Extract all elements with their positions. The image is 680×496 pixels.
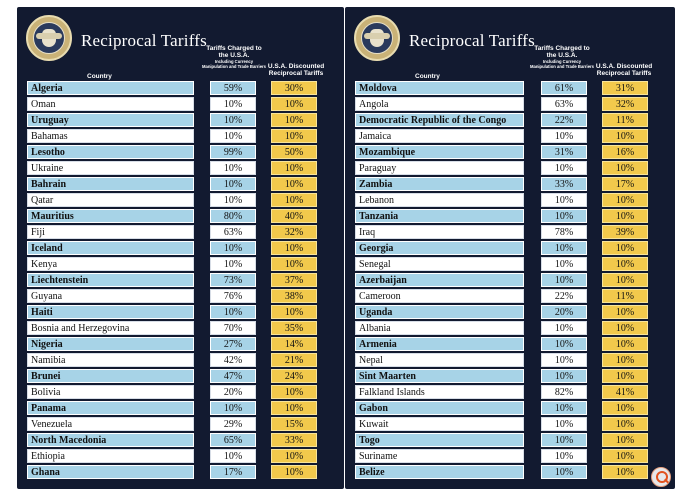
table-row (345, 368, 675, 384)
country-cell: Brunei (27, 369, 194, 383)
country-cell: Liechtenstein (27, 273, 194, 287)
discounted-tariff-cell: 10% (271, 401, 317, 415)
discounted-tariff-cell: 35% (271, 321, 317, 335)
column-header-country: Country (87, 73, 112, 80)
column-header-charged-sublabel: Including Currency Manipulation and Trade Barriers (202, 59, 266, 69)
table-row (17, 368, 344, 384)
discounted-tariff-cell: 41% (602, 385, 648, 399)
country-cell: Azerbaijan (355, 273, 524, 287)
table-row (345, 144, 675, 160)
charged-tariff-cell: 10% (210, 113, 256, 127)
tariff-board-right (345, 7, 675, 489)
charged-tariff-cell: 10% (541, 273, 587, 287)
discounted-tariff-cell: 10% (602, 161, 648, 175)
charged-tariff-cell: 20% (541, 305, 587, 319)
column-header-charged-label: Tariffs Charged to the U.S.A. (534, 45, 590, 59)
country-cell: Ethiopia (27, 449, 194, 463)
table-row (17, 448, 344, 464)
country-cell: North Macedonia (27, 433, 194, 447)
discounted-tariff-cell: 10% (602, 353, 648, 367)
charged-tariff-cell: 63% (541, 97, 587, 111)
table-row (345, 96, 675, 112)
discounted-tariff-cell: 10% (602, 305, 648, 319)
country-cell: Uruguay (27, 113, 194, 127)
tariff-table-left (17, 80, 344, 480)
table-row (345, 240, 675, 256)
table-row (17, 176, 344, 192)
charged-tariff-cell: 10% (541, 433, 587, 447)
country-cell: Bosnia and Herzegovina (27, 321, 194, 335)
board-title: Reciprocal Tariffs (81, 31, 207, 50)
charged-tariff-cell: 10% (210, 161, 256, 175)
discounted-tariff-cell: 10% (602, 129, 648, 143)
charged-tariff-cell: 10% (541, 129, 587, 143)
discounted-tariff-cell: 10% (271, 241, 317, 255)
discounted-tariff-cell: 50% (271, 145, 317, 159)
discounted-tariff-cell: 10% (602, 449, 648, 463)
table-row (345, 384, 675, 400)
discounted-tariff-cell: 10% (271, 193, 317, 207)
table-row (345, 80, 675, 96)
country-cell: Venezuela (27, 417, 194, 431)
country-cell: Mozambique (355, 145, 524, 159)
discounted-tariff-cell: 10% (602, 417, 648, 431)
column-header-charged-sublabel: Including Currency Manipulation and Trade Barriers (530, 59, 594, 69)
table-row (17, 416, 344, 432)
country-cell: Kuwait (355, 417, 524, 431)
country-cell: Paraguay (355, 161, 524, 175)
discounted-tariff-cell: 10% (271, 385, 317, 399)
discounted-tariff-cell: 11% (602, 289, 648, 303)
column-header-discount: U.S.A. Discounted Reciprocal Tariffs (595, 63, 653, 77)
charged-tariff-cell: 10% (541, 449, 587, 463)
country-cell: Haiti (27, 305, 194, 319)
table-row (17, 400, 344, 416)
country-cell: Suriname (355, 449, 524, 463)
board-title: Reciprocal Tariffs (409, 31, 535, 50)
charged-tariff-cell: 65% (210, 433, 256, 447)
table-row (17, 320, 344, 336)
charged-tariff-cell: 10% (541, 465, 587, 479)
table-row (17, 304, 344, 320)
discounted-tariff-cell: 10% (602, 465, 648, 479)
country-cell: Nepal (355, 353, 524, 367)
country-cell: Albania (355, 321, 524, 335)
column-header-country: Country (415, 73, 440, 80)
charged-tariff-cell: 29% (210, 417, 256, 431)
country-cell: Sint Maarten (355, 369, 524, 383)
charged-tariff-cell: 10% (541, 321, 587, 335)
charged-tariff-cell: 76% (210, 289, 256, 303)
country-cell: Oman (27, 97, 194, 111)
charged-tariff-cell: 10% (210, 193, 256, 207)
country-cell: Uganda (355, 305, 524, 319)
discounted-tariff-cell: 16% (602, 145, 648, 159)
discounted-tariff-cell: 32% (271, 225, 317, 239)
column-header-discount: U.S.A. Discounted Reciprocal Tariffs (267, 63, 325, 77)
table-row (17, 80, 344, 96)
charged-tariff-cell: 42% (210, 353, 256, 367)
charged-tariff-cell: 10% (210, 129, 256, 143)
table-row (345, 112, 675, 128)
charged-tariff-cell: 10% (210, 305, 256, 319)
table-row (345, 192, 675, 208)
tariff-table-right (345, 80, 675, 480)
table-row (345, 272, 675, 288)
country-cell: Guyana (27, 289, 194, 303)
charged-tariff-cell: 63% (210, 225, 256, 239)
charged-tariff-cell: 10% (541, 257, 587, 271)
table-row (345, 464, 675, 480)
country-cell: Armenia (355, 337, 524, 351)
discounted-tariff-cell: 30% (271, 81, 317, 95)
discounted-tariff-cell: 21% (271, 353, 317, 367)
charged-tariff-cell: 10% (541, 369, 587, 383)
table-row (345, 176, 675, 192)
column-header-charged (530, 45, 594, 70)
table-row (345, 288, 675, 304)
discounted-tariff-cell: 10% (271, 161, 317, 175)
discounted-tariff-cell: 11% (602, 113, 648, 127)
country-cell: Tanzania (355, 209, 524, 223)
discounted-tariff-cell: 10% (602, 401, 648, 415)
discounted-tariff-cell: 24% (271, 369, 317, 383)
table-row (17, 240, 344, 256)
discounted-tariff-cell: 32% (602, 97, 648, 111)
charged-tariff-cell: 82% (541, 385, 587, 399)
country-cell: Ghana (27, 465, 194, 479)
country-cell: Nigeria (27, 337, 194, 351)
country-cell: Lesotho (27, 145, 194, 159)
table-row (345, 128, 675, 144)
table-row (17, 128, 344, 144)
country-cell: Bahamas (27, 129, 194, 143)
table-row (17, 384, 344, 400)
discounted-tariff-cell: 10% (602, 257, 648, 271)
country-cell: Panama (27, 401, 194, 415)
table-row (17, 144, 344, 160)
discounted-tariff-cell: 10% (271, 465, 317, 479)
discounted-tariff-cell: 10% (602, 369, 648, 383)
table-row (17, 352, 344, 368)
country-cell: Algeria (27, 81, 194, 95)
charged-tariff-cell: 10% (541, 209, 587, 223)
discounted-tariff-cell: 10% (271, 113, 317, 127)
table-row (345, 160, 675, 176)
country-cell: Mauritius (27, 209, 194, 223)
table-row (17, 464, 344, 480)
charged-tariff-cell: 10% (541, 193, 587, 207)
charged-tariff-cell: 27% (210, 337, 256, 351)
country-cell: Togo (355, 433, 524, 447)
country-cell: Belize (355, 465, 524, 479)
charged-tariff-cell: 73% (210, 273, 256, 287)
discounted-tariff-cell: 10% (271, 257, 317, 271)
charged-tariff-cell: 10% (541, 161, 587, 175)
country-cell: Lebanon (355, 193, 524, 207)
discounted-tariff-cell: 33% (271, 433, 317, 447)
charged-tariff-cell: 10% (210, 177, 256, 191)
charged-tariff-cell: 47% (210, 369, 256, 383)
column-header-charged (202, 45, 266, 70)
table-row (17, 112, 344, 128)
country-cell: Angola (355, 97, 524, 111)
country-cell: Bolivia (27, 385, 194, 399)
table-row (17, 272, 344, 288)
discounted-tariff-cell: 17% (602, 177, 648, 191)
table-row (17, 256, 344, 272)
discounted-tariff-cell: 40% (271, 209, 317, 223)
table-row (345, 256, 675, 272)
country-cell: Iraq (355, 225, 524, 239)
table-row (345, 432, 675, 448)
discounted-tariff-cell: 10% (602, 321, 648, 335)
country-cell: Namibia (27, 353, 194, 367)
country-cell: Fiji (27, 225, 194, 239)
discounted-tariff-cell: 31% (602, 81, 648, 95)
country-cell: Zambia (355, 177, 524, 191)
charged-tariff-cell: 10% (210, 97, 256, 111)
table-row (345, 320, 675, 336)
charged-tariff-cell: 80% (210, 209, 256, 223)
country-cell: Qatar (27, 193, 194, 207)
table-row (17, 288, 344, 304)
charged-tariff-cell: 10% (541, 353, 587, 367)
charged-tariff-cell: 17% (210, 465, 256, 479)
charged-tariff-cell: 10% (541, 417, 587, 431)
charged-tariff-cell: 78% (541, 225, 587, 239)
country-cell: Moldova (355, 81, 524, 95)
charged-tariff-cell: 10% (541, 401, 587, 415)
zoom-in-icon[interactable] (651, 467, 671, 487)
table-row (345, 448, 675, 464)
discounted-tariff-cell: 10% (271, 129, 317, 143)
discounted-tariff-cell: 10% (271, 177, 317, 191)
charged-tariff-cell: 99% (210, 145, 256, 159)
table-row (345, 336, 675, 352)
discounted-tariff-cell: 10% (602, 241, 648, 255)
charged-tariff-cell: 31% (541, 145, 587, 159)
charged-tariff-cell: 59% (210, 81, 256, 95)
table-row (345, 304, 675, 320)
discounted-tariff-cell: 15% (271, 417, 317, 431)
country-cell: Ukraine (27, 161, 194, 175)
discounted-tariff-cell: 10% (602, 337, 648, 351)
discounted-tariff-cell: 10% (271, 97, 317, 111)
charged-tariff-cell: 61% (541, 81, 587, 95)
discounted-tariff-cell: 10% (271, 305, 317, 319)
charged-tariff-cell: 10% (210, 449, 256, 463)
country-cell: Gabon (355, 401, 524, 415)
table-row (17, 160, 344, 176)
discounted-tariff-cell: 10% (271, 449, 317, 463)
table-row (17, 96, 344, 112)
table-row (17, 208, 344, 224)
column-header-charged-label: Tariffs Charged to the U.S.A. (206, 45, 262, 59)
discounted-tariff-cell: 10% (602, 209, 648, 223)
discounted-tariff-cell: 14% (271, 337, 317, 351)
discounted-tariff-cell: 10% (602, 273, 648, 287)
table-row (345, 352, 675, 368)
charged-tariff-cell: 10% (210, 401, 256, 415)
country-cell: Falkland Islands (355, 385, 524, 399)
country-cell: Kenya (27, 257, 194, 271)
charged-tariff-cell: 22% (541, 289, 587, 303)
discounted-tariff-cell: 39% (602, 225, 648, 239)
country-cell: Georgia (355, 241, 524, 255)
country-cell: Democratic Republic of the Congo (355, 113, 524, 127)
charged-tariff-cell: 33% (541, 177, 587, 191)
discounted-tariff-cell: 10% (602, 193, 648, 207)
country-cell: Bahrain (27, 177, 194, 191)
table-row (345, 208, 675, 224)
table-row (345, 416, 675, 432)
table-row (345, 224, 675, 240)
country-cell: Cameroon (355, 289, 524, 303)
discounted-tariff-cell: 37% (271, 273, 317, 287)
charged-tariff-cell: 10% (541, 241, 587, 255)
table-row (17, 336, 344, 352)
charged-tariff-cell: 10% (210, 257, 256, 271)
country-cell: Jamaica (355, 129, 524, 143)
presidential-seal-icon (354, 15, 400, 61)
table-row (17, 192, 344, 208)
discounted-tariff-cell: 10% (602, 433, 648, 447)
table-row (17, 224, 344, 240)
discounted-tariff-cell: 38% (271, 289, 317, 303)
charged-tariff-cell: 70% (210, 321, 256, 335)
charged-tariff-cell: 22% (541, 113, 587, 127)
charged-tariff-cell: 20% (210, 385, 256, 399)
country-cell: Senegal (355, 257, 524, 271)
table-row (345, 400, 675, 416)
charged-tariff-cell: 10% (541, 337, 587, 351)
table-row (17, 432, 344, 448)
tariff-board-left (17, 7, 344, 489)
country-cell: Iceland (27, 241, 194, 255)
charged-tariff-cell: 10% (210, 241, 256, 255)
presidential-seal-icon (26, 15, 72, 61)
